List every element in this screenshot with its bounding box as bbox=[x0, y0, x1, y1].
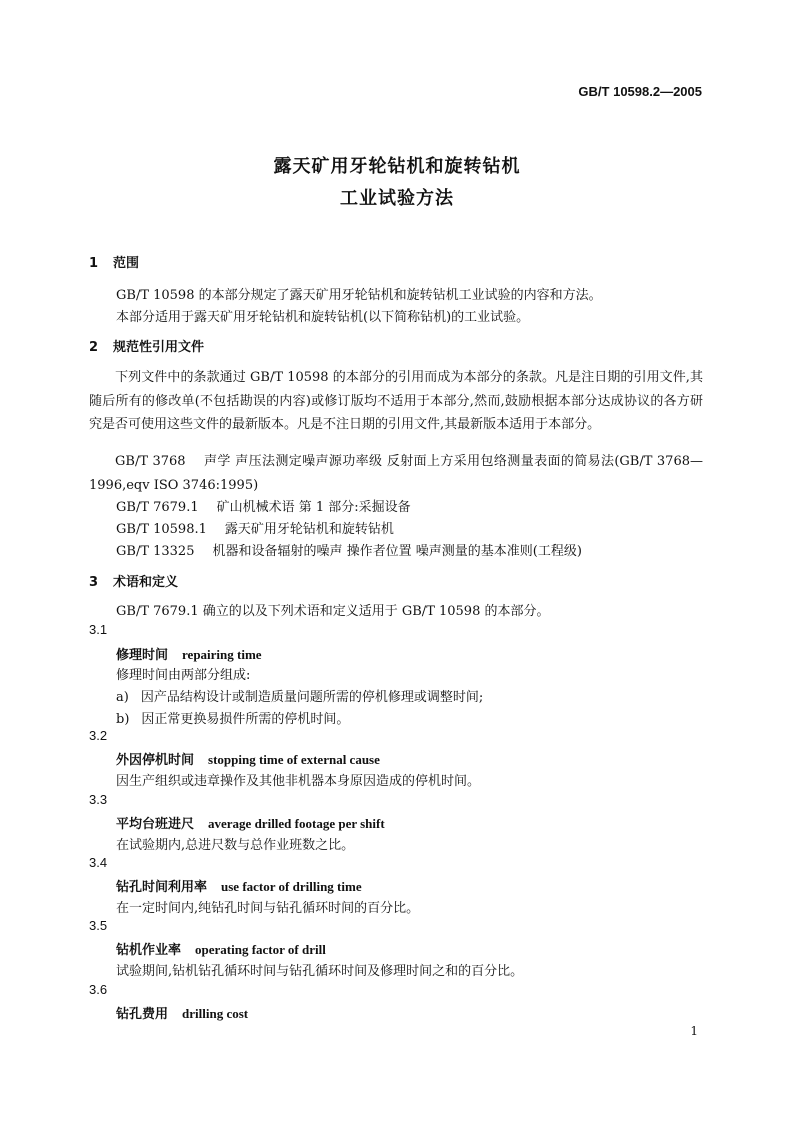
clause-number: 3.6 bbox=[89, 982, 108, 997]
reference-item bbox=[116, 518, 394, 537]
clause-number: 3.4 bbox=[89, 855, 108, 870]
list-label: a) bbox=[116, 690, 129, 705]
term-en: operating factor of drill bbox=[195, 942, 326, 957]
term-definition: 试验期间,钻机钻孔循环时间与钻孔循环时间及修理时间之和的百分比。 bbox=[116, 964, 524, 979]
term-cn: 钻机作业率 bbox=[116, 943, 182, 958]
page-number: 1 bbox=[690, 1024, 698, 1038]
term-en: repairing time bbox=[182, 647, 262, 662]
section-number: 3 bbox=[89, 575, 99, 590]
list-text: 因产品结构设计或制造质量问题所需的停机修理或调整时间; bbox=[140, 690, 484, 705]
section-number: 2 bbox=[89, 340, 99, 355]
clause-number: 3.1 bbox=[89, 622, 108, 637]
list-text: 因正常更换易损件所需的停机时间。 bbox=[141, 712, 350, 727]
section-1-heading bbox=[89, 252, 139, 271]
paragraph-text: 下列文件中的条款通过 GB/T 10598 的本部分的引用而成为本部分的条款。凡是注日期的引用文件,其随后所有的修改单(不包括勘误的内容)或修订版均不适用于本部分,然而,鼓励根据本部分达成协议的各方研究是否可使用这些文件的最新版本。凡是不注日期的引用文件,其最新版本适用于本部分。 bbox=[89, 370, 703, 432]
reference-title: 声学 声压法测定噪声源功率级 反射面上方采用包络测量表面的简易法(GB/T 3768—1996,eqv ISO 3746:1995) bbox=[89, 454, 703, 493]
document-title-line1: 露天矿用牙轮钻机和旋转钻机 bbox=[273, 156, 521, 177]
section-title: 范围 bbox=[113, 256, 140, 271]
term-definition: 在试验期内,总进尺数与总作业班数之比。 bbox=[116, 838, 355, 853]
term-heading bbox=[116, 1003, 248, 1022]
list-label: b) bbox=[116, 712, 130, 727]
term-cn: 外因停机时间 bbox=[116, 753, 195, 768]
clause-number: 3.2 bbox=[89, 728, 108, 743]
term-en: use factor of drilling time bbox=[221, 879, 362, 894]
document-title-line2: 工业试验方法 bbox=[340, 188, 454, 209]
term-heading bbox=[116, 644, 262, 663]
section-3-heading bbox=[89, 571, 178, 590]
section-title: 规范性引用文件 bbox=[113, 340, 205, 355]
term-en: drilling cost bbox=[182, 1006, 249, 1021]
term-cn: 钻孔费用 bbox=[116, 1007, 169, 1022]
reference-item bbox=[116, 496, 411, 515]
term-cn: 平均台班进尺 bbox=[116, 817, 195, 832]
section-title: 术语和定义 bbox=[113, 575, 179, 590]
list-item bbox=[116, 686, 483, 705]
term-definition: 修理时间由两部分组成: bbox=[116, 668, 251, 683]
standard-number: GB/T 10598.2—2005 bbox=[578, 84, 702, 99]
list-item bbox=[116, 708, 349, 727]
paragraph bbox=[89, 366, 703, 437]
term-definition: 在一定时间内,纯钻孔时间与钻孔循环时间的百分比。 bbox=[116, 901, 420, 916]
clause-number: 3.3 bbox=[89, 792, 108, 807]
term-cn: 修理时间 bbox=[116, 648, 169, 663]
reference-title: 露天矿用牙轮钻机和旋转钻机 bbox=[224, 522, 394, 537]
paragraph: 本部分适用于露天矿用牙轮钻机和旋转钻机(以下简称钻机)的工业试验。 bbox=[116, 310, 530, 325]
term-heading bbox=[116, 939, 326, 958]
term-cn: 钻孔时间利用率 bbox=[116, 880, 208, 895]
reference-title: 机器和设备辐射的噪声 操作者位置 噪声测量的基本准则(工程级) bbox=[212, 544, 582, 559]
reference-code: GB/T 10598.1 bbox=[116, 522, 207, 537]
term-en: average drilled footage per shift bbox=[208, 816, 385, 831]
section-2-heading bbox=[89, 336, 204, 355]
reference-item bbox=[116, 540, 582, 559]
section-number: 1 bbox=[89, 256, 99, 271]
term-heading bbox=[116, 813, 385, 832]
term-heading bbox=[116, 876, 362, 895]
reference-title: 矿山机械术语 第 1 部分:采掘设备 bbox=[216, 500, 411, 515]
clause-number: 3.5 bbox=[89, 918, 108, 933]
reference-item bbox=[89, 450, 703, 497]
reference-code: GB/T 7679.1 bbox=[116, 500, 199, 515]
reference-code: GB/T 3768 bbox=[115, 454, 186, 469]
paragraph: GB/T 7679.1 确立的以及下列术语和定义适用于 GB/T 10598 的本部分。 bbox=[116, 604, 550, 619]
term-definition: 因生产组织或违章操作及其他非机器本身原因造成的停机时间。 bbox=[116, 774, 481, 789]
term-heading bbox=[116, 749, 380, 768]
reference-code: GB/T 13325 bbox=[116, 544, 195, 559]
term-en: stopping time of external cause bbox=[208, 752, 380, 767]
paragraph: GB/T 10598 的本部分规定了露天矿用牙轮钻机和旋转钻机工业试验的内容和方法。 bbox=[116, 288, 602, 303]
